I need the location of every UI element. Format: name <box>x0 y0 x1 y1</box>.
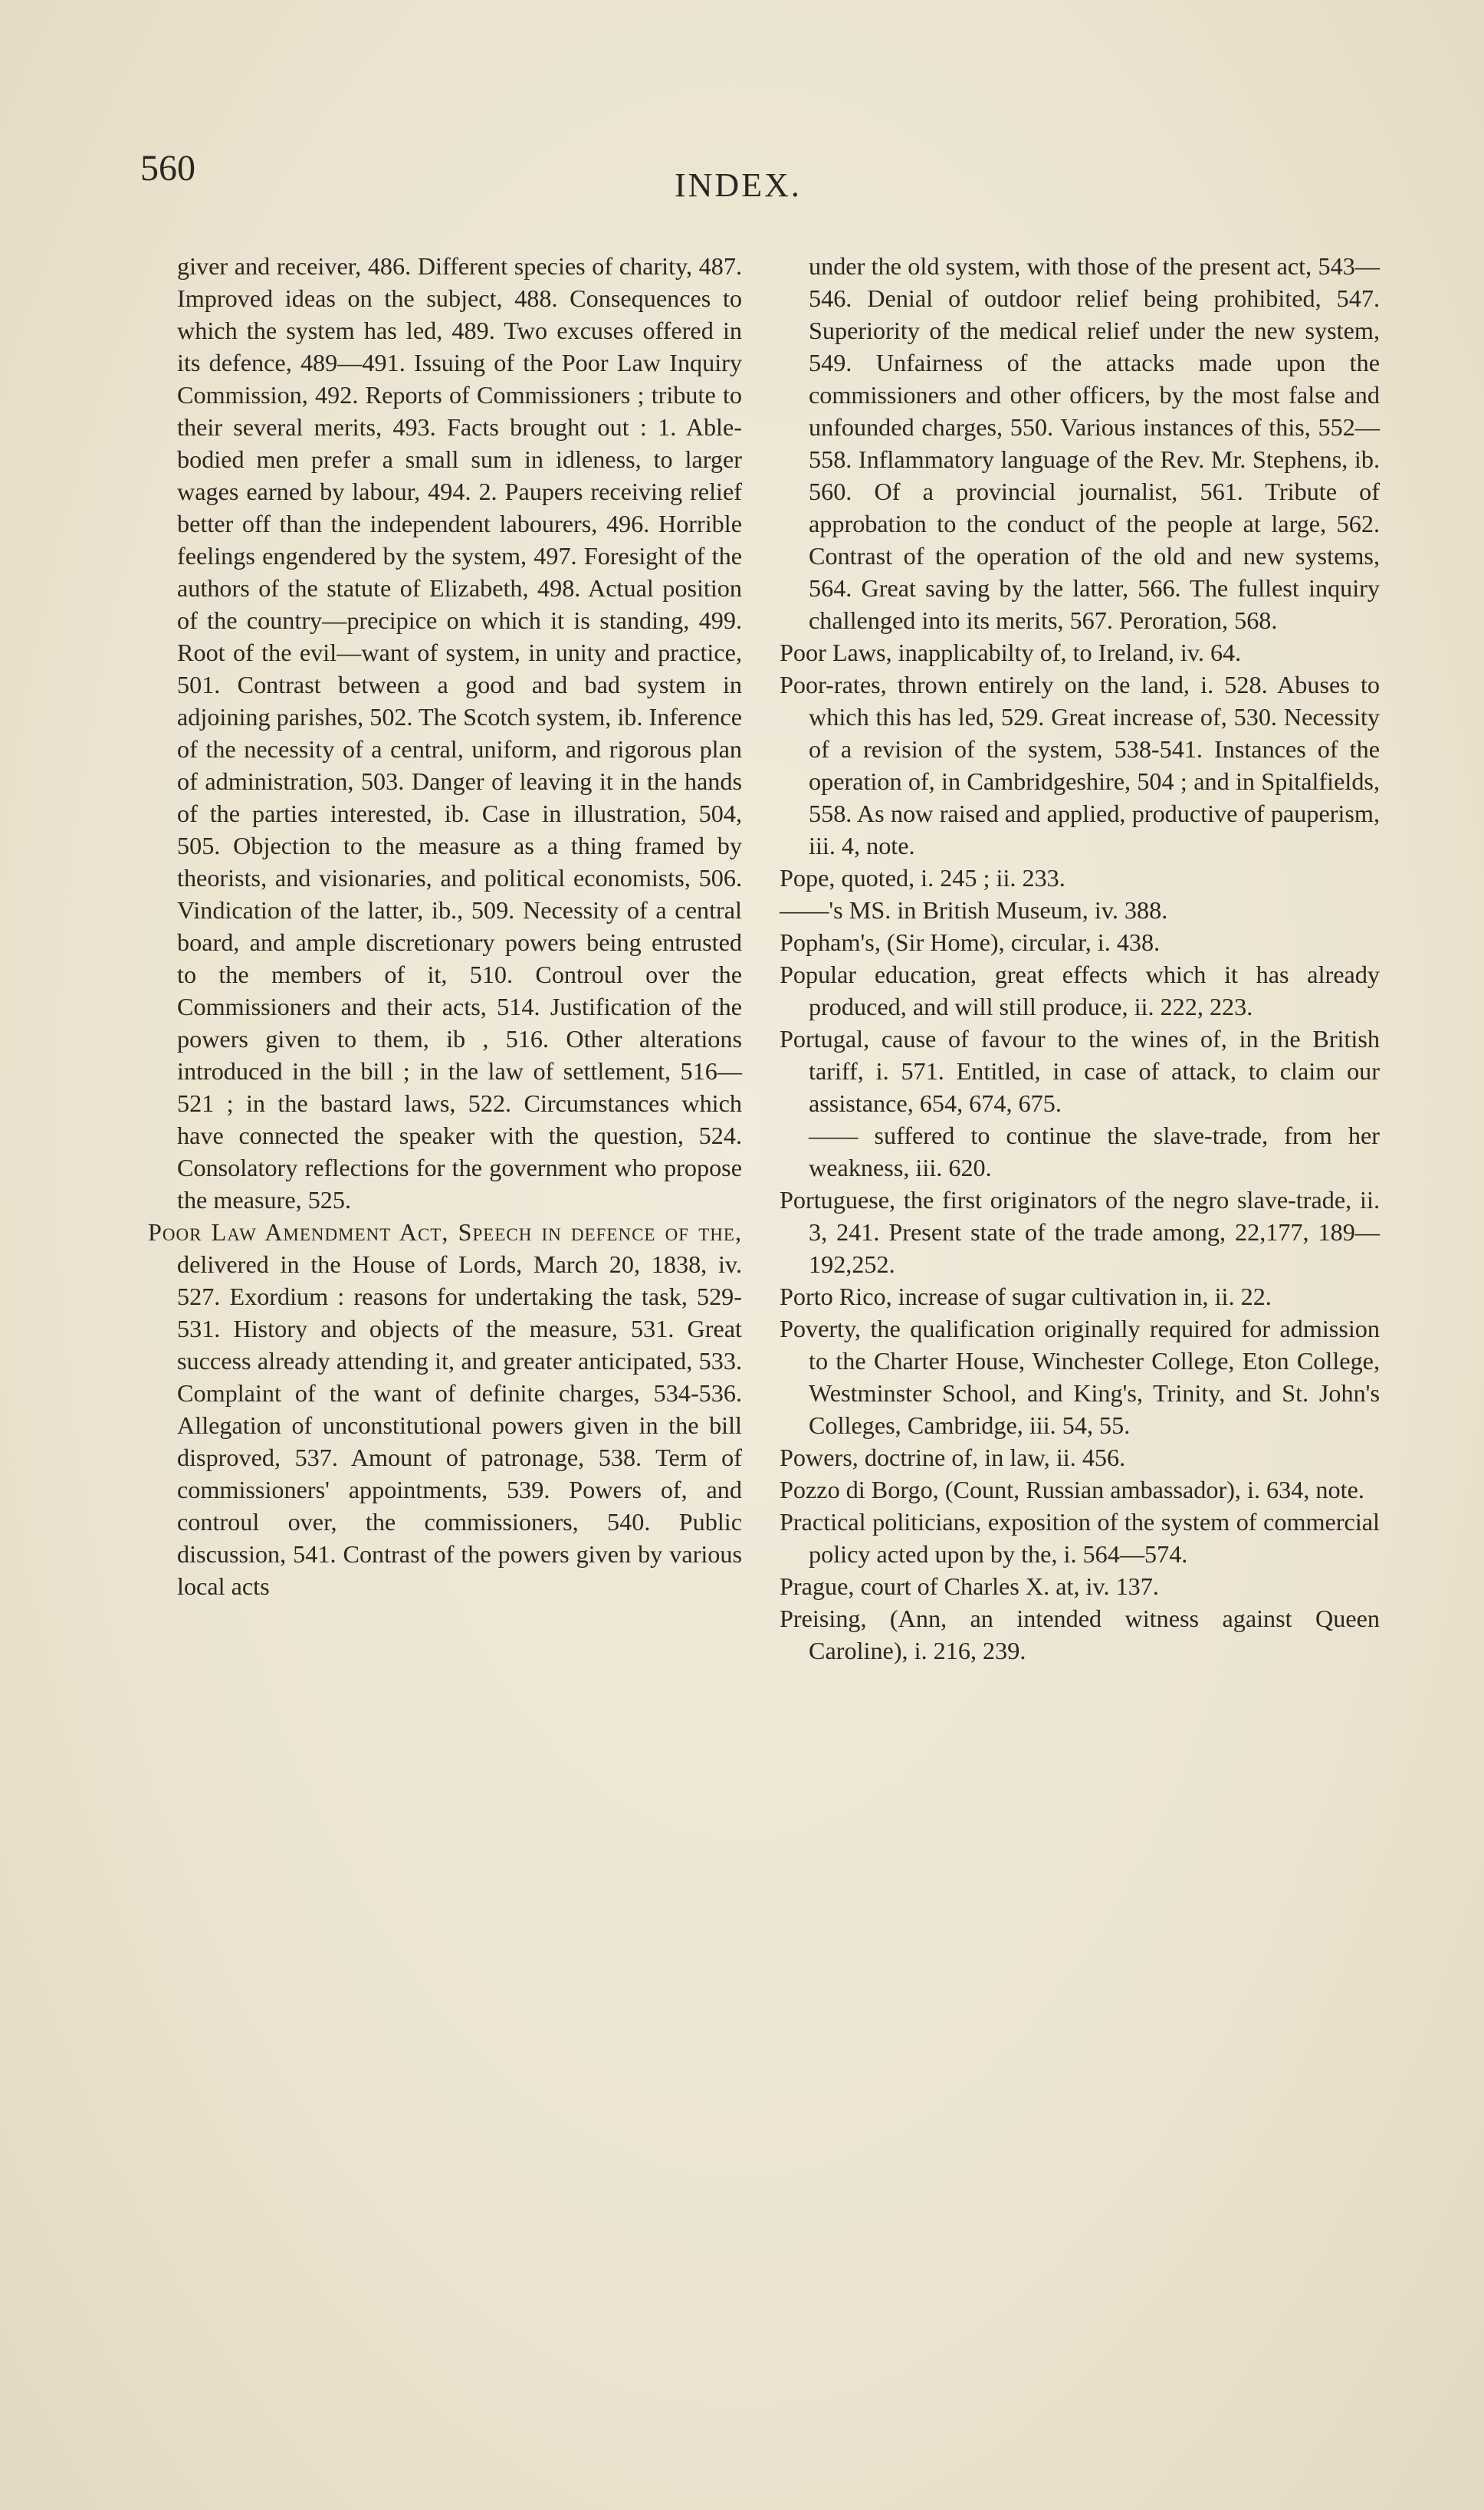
index-entry <box>148 1216 742 1602</box>
index-entry: ——'s MS. in British Museum, iv. 388. <box>780 896 1168 924</box>
index-headword: Poor Law Amendment Act, Speech in defence of the, <box>148 1218 742 1246</box>
index-entry: Porto Rico, increase of sugar cultivation in, ii. 22. <box>780 1283 1272 1310</box>
index-entry: Pozzo di Borgo, (Count, Russian ambassador), i. 634, note. <box>780 1476 1364 1503</box>
index-entry-text: delivered in the House of Lords, March 20, 1838, iv. 527. Exordium : reasons for undertaking the task, 529-531. History and objects of the measure, 531. Great success already attending it, and greater anticipated, 533. Complaint of the want of definite charges, 534-536. Allegation of unconstitutional powers given in the bill disproved, 537. Amount of patronage, 538. Term of commissioners' appointments, 539. Powers of, and controul over, the commissioners, 540. Public discussion, 541. Contrast of the powers given by various local acts <box>177 1250 742 1600</box>
index-entry: Practical politicians, exposition of the system of commercial policy acted upon by the, i. 564—574. <box>780 1508 1380 1568</box>
index-entry: Portugal, cause of favour to the wines of, in the British tariff, i. 571. Entitled, in case of attack, to claim our assistance, 654, 674, 675. <box>780 1025 1380 1117</box>
index-entry: Poor-rates, thrown entirely on the land, i. 528. Abuses to which this has led, 529. Great increase of, 530. Necessity of a revision of the system, 538-541. Instances of the operation of, in Cambridgeshire, 504 ; and in Spitalfields, 558. As now raised and applied, productive of pauperism, iii. 4, note. <box>780 671 1380 859</box>
index-entry: Poor Laws, inapplicabilty of, to Ireland, iv. 64. <box>780 639 1242 666</box>
index-entry: Popular education, great effects which it has already produced, and will still produce, ii. 222, 223. <box>780 961 1380 1020</box>
index-entry: Prague, court of Charles X. at, iv. 137. <box>780 1572 1159 1600</box>
index-entry: Preising, (Ann, an intended witness against Queen Caroline), i. 216, 239. <box>780 1605 1380 1664</box>
index-entry: Powers, doctrine of, in law, ii. 456. <box>780 1444 1126 1471</box>
left-column <box>148 250 742 1602</box>
index-entry: Pope, quoted, i. 245 ; ii. 233. <box>780 864 1065 892</box>
index-entry: Popham's, (Sir Home), circular, i. 438. <box>780 928 1161 956</box>
index-entry: Portuguese, the first originators of the negro slave-trade, ii. 3, 241. Present state of the trade among, 22,177, 189—192,252. <box>780 1186 1380 1278</box>
right-column <box>780 250 1380 1667</box>
index-entry: Poverty, the qualification originally required for admission to the Charter House, Winchester College, Eton College, Westminster School, and King's, Trinity, and St. John's Colleges, Cambridge, iii. 54, 55. <box>780 1315 1380 1439</box>
index-entry-continuation: under the old system, with those of the present act, 543—546. Denial of outdoor relief being prohibited, 547. Superiority of the medical relief under the new system, 549. Unfairness of the attacks made upon the commissioners and other officers, by the most false and unfounded charges, 550. Various instances of this, 552—558. Inflammatory language of the Rev. Mr. Stephens, ib. 560. Of a provincial journalist, 561. Tribute of approbation to the conduct of the people at large, 562. Contrast of the operation of the old and new systems, 564. Great saving by the latter, 566. The fullest inquiry challenged into its merits, 567. Peroration, 568. <box>809 252 1380 634</box>
page-number: 560 <box>140 148 195 189</box>
index-subentry: —— suffered to continue the slave-trade, from her weakness, iii. 620. <box>809 1122 1380 1181</box>
running-head: INDEX. <box>675 166 802 204</box>
index-entry-continuation: giver and receiver, 486. Different species of charity, 487. Improved ideas on the subject, 488. Consequences to which the system has led, 489. Two excuses offered in its defence, 489—491. Issuing of the Poor Law Inquiry Commission, 492. Reports of Commissioners ; tribute to their several merits, 493. Facts brought out : 1. Able-bodied men prefer a small sum in idleness, to larger wages earned by labour, 494. 2. Paupers receiving relief better off than the independent labourers, 496. Horrible feelings engendered by the system, 497. Foresight of the authors of the statute of Elizabeth, 498. Actual position of the country—precipice on which it is standing, 499. Root of the evil—want of system, in unity and practice, 501. Contrast between a good and bad system in adjoining parishes, 502. The Scotch system, ib. Inference of the necessity of a central, uniform, and rigorous plan of administration, 503. Danger of leaving it in the hands of the parties interested, ib. Case in illustration, 504, 505. Objection to the measure as a thing framed by theorists, and visionaries, and political economists, 506. Vindication of the latter, ib., 509. Necessity of a central board, and ample discretionary powers being entrusted to the members of it, 510. Controul over the Commissioners and their acts, 514. Justification of the powers given to them, ib , 516. Other alterations introduced in the bill ; in the law of settlement, 516—521 ; in the bastard laws, 522. Circumstances which have connected the speaker with the question, 524. Consolatory reflections for the government who propose the measure, 525. <box>177 252 742 1214</box>
